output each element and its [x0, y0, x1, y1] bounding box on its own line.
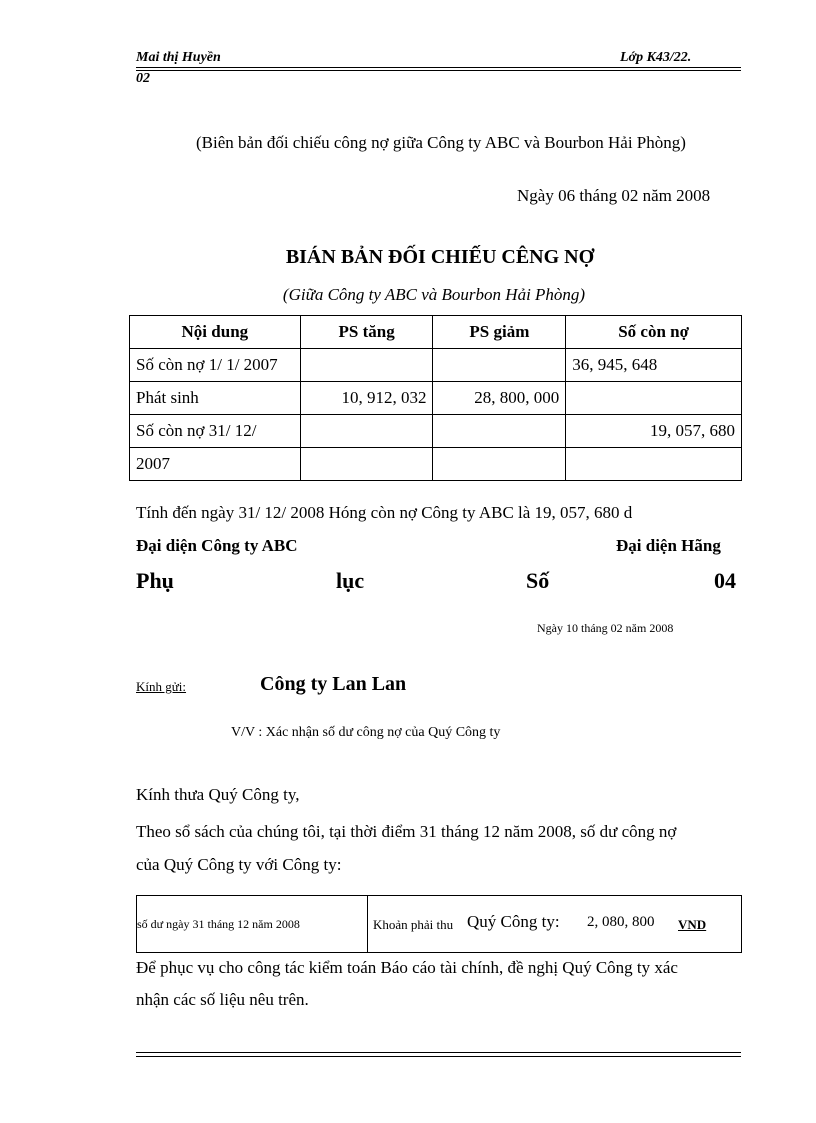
table-cell — [300, 415, 433, 448]
balance-box — [136, 895, 742, 953]
table-row — [130, 349, 742, 382]
paragraph-1-line-2: của Quý Công ty với Công ty: — [136, 855, 342, 874]
appendix-word-luc: lục — [336, 568, 365, 593]
table-cell: Phát sinh — [130, 382, 301, 415]
debt-reconciliation-table — [129, 315, 742, 481]
receivable-label: Khoản phải thu — [373, 917, 454, 932]
table-cell: 28, 800, 000 — [433, 382, 566, 415]
table-header-row — [130, 316, 742, 349]
table-header-cell: PS tăng — [300, 316, 433, 349]
table-cell: 2007 — [130, 448, 301, 481]
table-header-cell: PS giảm — [433, 316, 566, 349]
balance-date-cell: số dư ngày 31 tháng 12 năm 2008 — [137, 896, 368, 952]
currency: VND — [678, 917, 707, 932]
subject-line: V/V : Xác nhận số dư công nợ của Quý Công ty — [231, 725, 501, 740]
to-label: Kính gửi: — [136, 679, 187, 694]
header-class: Lớp K43/22. — [620, 50, 692, 65]
header-author: Mai thị Huyền — [136, 50, 221, 65]
paragraph-1-line-1: Theo sổ sách của chúng tôi, tại thời điểm 31 tháng 12 năm 2008, số dư công nợ — [136, 822, 677, 841]
greeting: Kính thưa Quý Công ty, — [136, 785, 300, 804]
table-cell: Số còn nợ 31/ 12/ — [130, 415, 301, 448]
table-cell — [433, 349, 566, 382]
header-author-suffix: 02 — [136, 71, 150, 86]
appendix-word-phu: Phụ — [136, 568, 174, 593]
table-row — [130, 448, 742, 481]
table-row — [130, 415, 742, 448]
table-header-cell: Nội dung — [130, 316, 301, 349]
table-cell: 19, 057, 680 — [566, 415, 742, 448]
table-cell — [566, 448, 742, 481]
appendix-date: Ngày 10 tháng 02 năm 2008 — [537, 621, 674, 635]
doc1-rep-right: Đại diện Hãng — [616, 536, 721, 555]
appendix-number: 04 — [714, 568, 736, 593]
table-cell — [300, 448, 433, 481]
paragraph-2-line-2: nhận các số liệu nêu trên. — [136, 990, 309, 1009]
balance-amount: 2, 080, 800 — [587, 914, 655, 930]
doc1-title: BIÁN BẢN ĐỐI CHIẾU CÊNG NỢ — [285, 246, 595, 268]
table-cell: Số còn nợ 1/ 1/ 2007 — [130, 349, 301, 382]
to-company: Công ty Lan Lan — [260, 673, 407, 695]
table-cell — [433, 448, 566, 481]
doc1-summary: Tính đến ngày 31/ 12/ 2008 Hóng còn nợ Công ty ABC là 19, 057, 680 d — [136, 503, 633, 522]
appendix-word-so: Số — [526, 568, 550, 593]
table-row — [130, 382, 742, 415]
header-rule — [136, 67, 741, 68]
table-cell — [566, 382, 742, 415]
table-header-cell: Số còn nợ — [566, 316, 742, 349]
footer-rule-2 — [136, 1056, 741, 1057]
receivable-company: Quý Công ty: — [467, 912, 560, 931]
doc1-rep-left: Đại diện Công ty ABC — [136, 536, 298, 555]
paragraph-2-line-1: Để phục vụ cho công tác kiểm toán Báo cáo tài chính, đề nghị Quý Công ty xác — [136, 958, 678, 977]
footer-rule — [136, 1052, 741, 1053]
table-cell — [433, 415, 566, 448]
doc1-subtitle-top: (Biên bản đối chiếu công nợ giữa Công ty ABC và Bourbon Hải Phòng) — [196, 133, 686, 152]
header-rule-2 — [136, 70, 741, 71]
table-cell: 10, 912, 032 — [300, 382, 433, 415]
table-cell: 36, 945, 648 — [566, 349, 742, 382]
doc1-subtitle: (Giữa Công ty ABC và Bourbon Hải Phòng) — [282, 285, 586, 304]
doc1-date: Ngày 06 tháng 02 năm 2008 — [517, 186, 711, 205]
table-cell — [300, 349, 433, 382]
